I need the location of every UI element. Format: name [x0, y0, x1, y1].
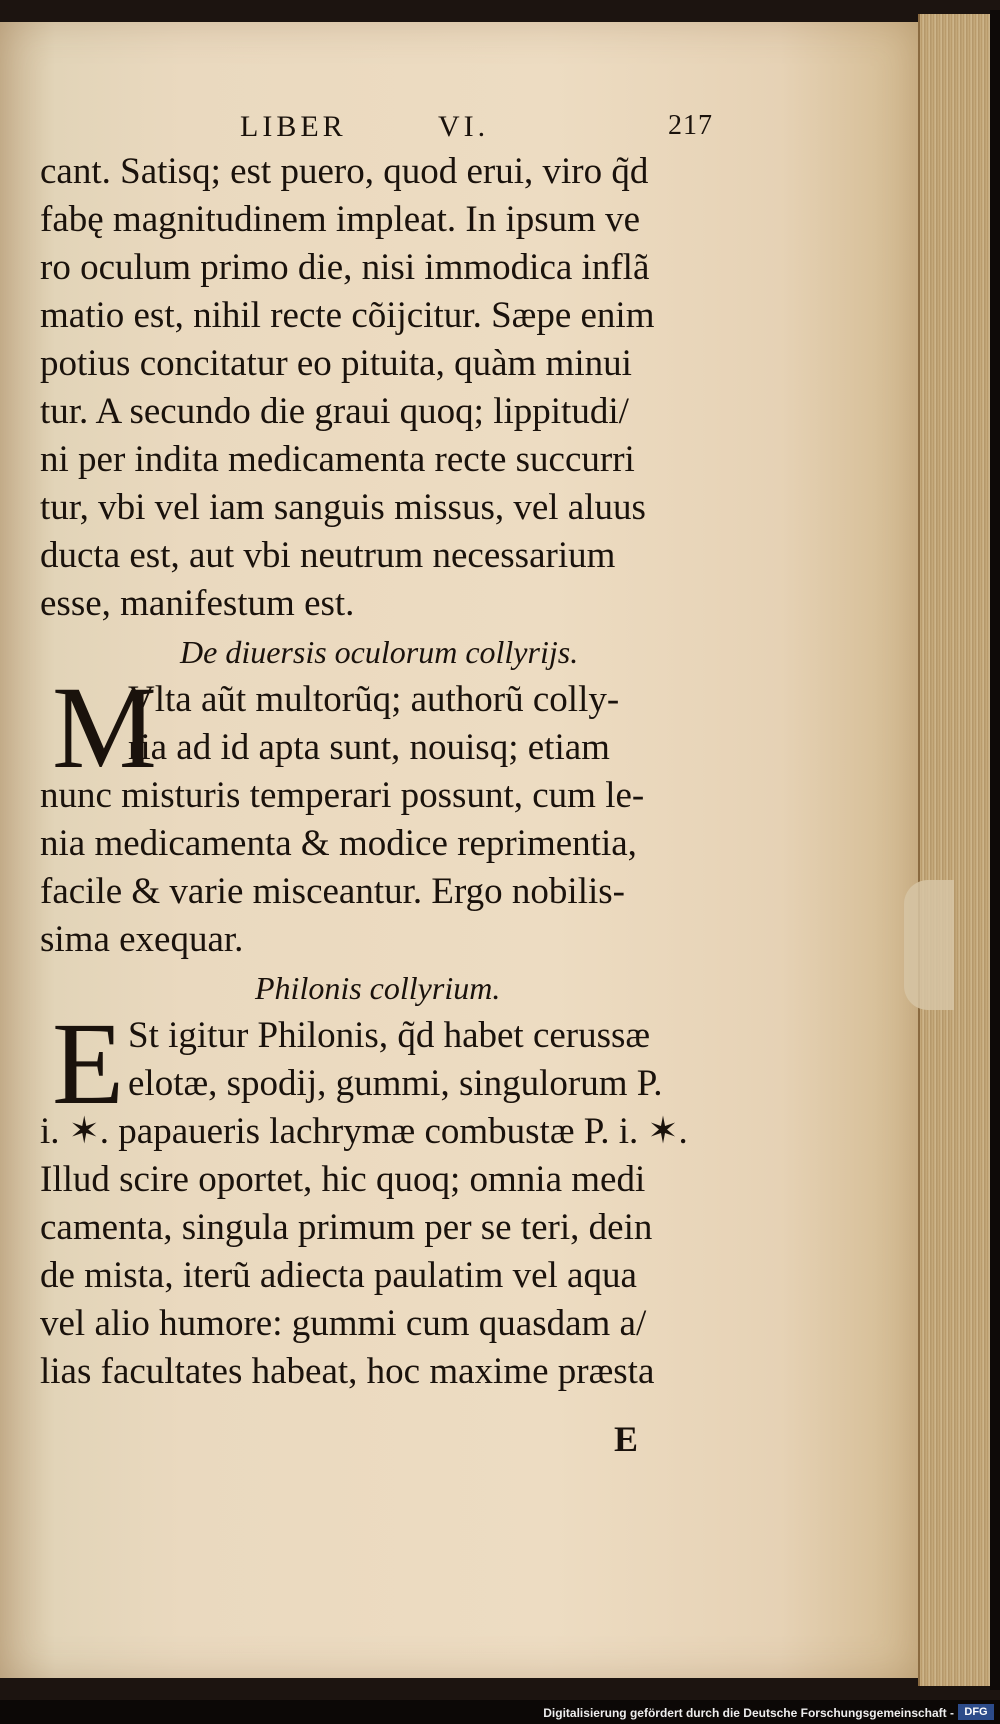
- header-book-label: LIBER: [240, 110, 347, 143]
- text-line: fabę magnitudinem impleat. In ipsum ve: [40, 199, 641, 240]
- running-header: [0, 110, 918, 150]
- page-edges: [918, 14, 992, 1686]
- paragraph-collyria: [40, 662, 760, 964]
- text-line: nunc misturis temperari possunt, cum le-: [40, 775, 645, 816]
- text-line: de mista, iterũ adiecta paulatim vel aqua: [40, 1255, 637, 1296]
- text-line: sima exequar.: [40, 919, 244, 960]
- thumb-tab: [904, 880, 954, 1010]
- text-line: elotæ, spodij, gummi, singulorum P.: [128, 1063, 663, 1104]
- text-line: ria ad id apta sunt, nouisq; etiam: [128, 727, 610, 768]
- text-line: St igitur Philonis, q̃d habet cerussæ: [128, 1015, 651, 1056]
- text-line: cant. Satisq; est puero, quod erui, viro q̃d: [40, 151, 649, 192]
- text-line: Vlta aũt multorũq; authorũ colly-: [128, 679, 620, 720]
- signature-mark: E: [614, 1419, 639, 1459]
- text-line: tur. A secundo die graui quoq; lippitudi/: [40, 391, 629, 432]
- text-line: Illud scire oportet, hic quoq; omnia medi: [40, 1159, 646, 1200]
- drop-cap: E: [52, 998, 125, 1129]
- text-line: tur, vbi vel iam sanguis missus, vel aluus: [40, 487, 646, 528]
- section-heading: De diuersis oculorum collyrijs.: [180, 634, 579, 670]
- text-line: esse, manifestum est.: [40, 583, 355, 624]
- text-line: vel alio humore: gummi cum quasdam a/: [40, 1303, 647, 1344]
- text-line: ducta est, aut vbi neutrum necessarium: [40, 535, 616, 576]
- header-book-number: VI.: [438, 110, 490, 143]
- footer-text: Digitalisierung gefördert durch die Deutsche Forschungsgemeinschaft -: [543, 1706, 954, 1720]
- text-line: facile & varie misceantur. Ergo nobilis-: [40, 871, 625, 912]
- footer-bar: [0, 1700, 1000, 1724]
- text-line: ro oculum primo die, nisi immodica inflã: [40, 247, 650, 288]
- text-line: nia medicamenta & modice reprimentia,: [40, 823, 637, 864]
- text-line: ni per indita medicamenta recte succurri: [40, 439, 635, 480]
- page-number: 217: [668, 110, 713, 141]
- text-line: lias facultates habeat, hoc maxime præsta: [40, 1351, 655, 1392]
- section-heading: Philonis collyrium.: [255, 970, 501, 1006]
- dfg-logo: DFG: [958, 1704, 994, 1720]
- text-line: matio est, nihil recte cõijcitur. Sæpe enim: [40, 295, 655, 336]
- edge-shadow: [990, 10, 1000, 1690]
- text-line: potius concitatur eo pituita, quàm minui: [40, 343, 632, 384]
- paragraph-philonis: [40, 998, 760, 1396]
- text-line: camenta, singula primum per se teri, dein: [40, 1207, 653, 1248]
- text-line: i. ✶. papaueris lachrymæ combustæ P. i. ✶.: [40, 1111, 688, 1152]
- body-text: [40, 148, 760, 1396]
- drop-cap: M: [52, 662, 157, 793]
